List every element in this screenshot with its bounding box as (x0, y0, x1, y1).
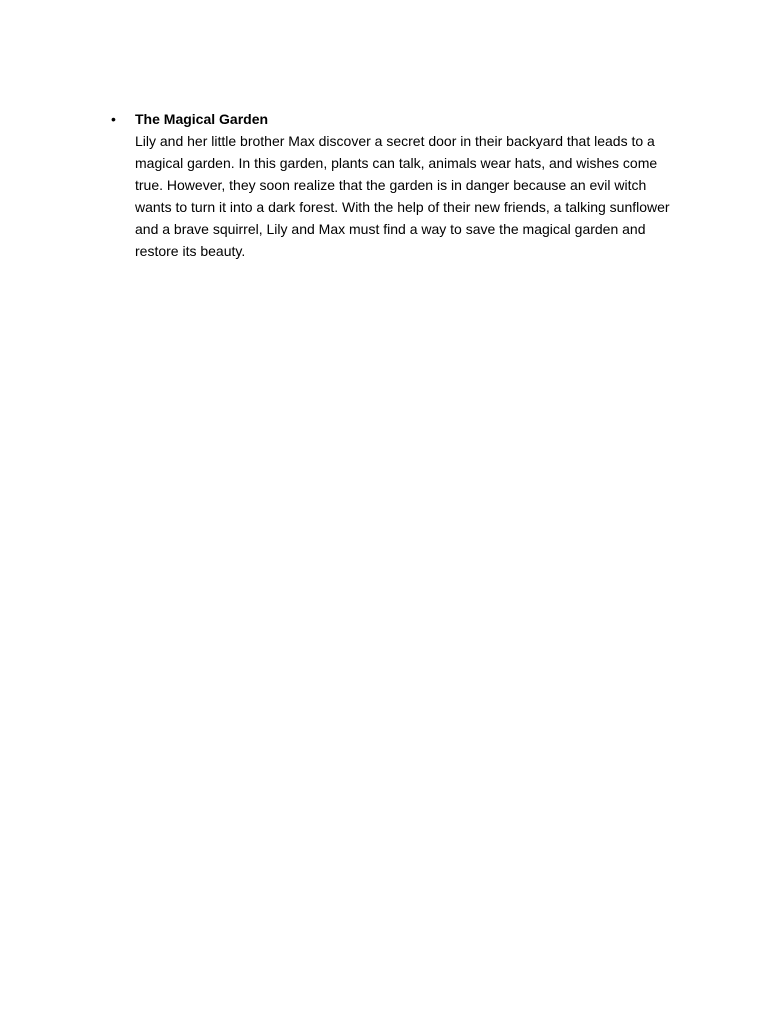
story-list (111, 108, 681, 262)
bullet-icon: • (111, 111, 116, 127)
story-title: The Magical Garden (135, 111, 269, 127)
story-summary: Lily and her little brother Max discover a secret door in their backyard that leads to a magical garden. In this garden, plants can talk, animals wear hats, and wishes come true. However, they soon realize that the garden is in danger because an evil witch wants to turn it into a dark forest. With the help of their new friends, a talking sunflower and a brave squirrel, Lily and Max must find a way to save the magical garden and restore its beauty. (135, 133, 670, 259)
list-item (111, 108, 681, 262)
